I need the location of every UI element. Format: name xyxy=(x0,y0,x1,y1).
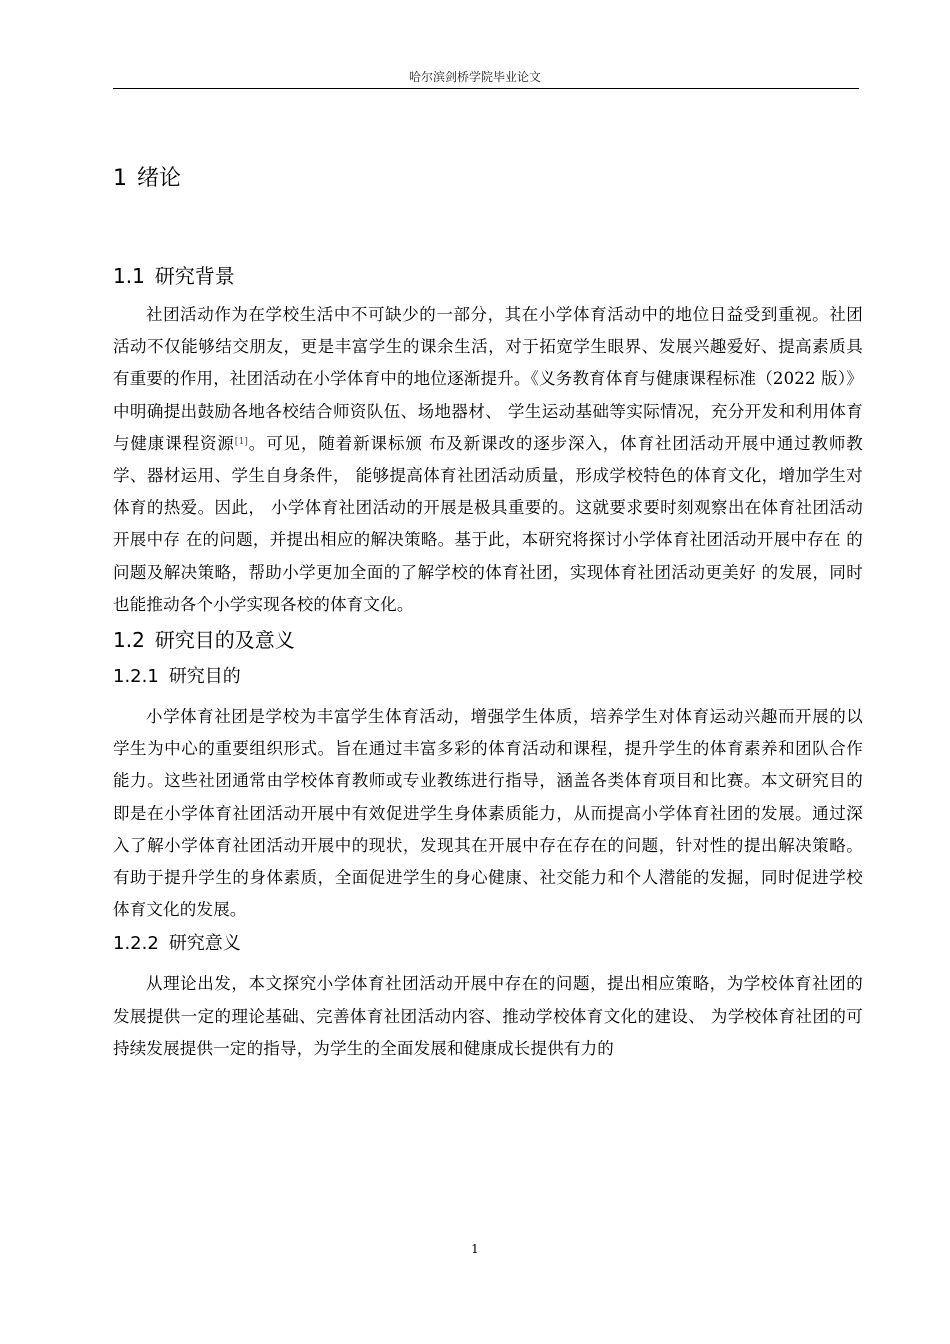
chapter-number: 1 xyxy=(113,166,127,191)
subsection-heading-1-2-1 xyxy=(113,663,863,691)
significance-paragraph: 从理论出发，本文探究小学体育社团活动开展中存在的问题，提出相应策略，为学校体育社团的发展提供一定的理论基础、完善体育社团活动内容、推动学校体育文化的建设、 为学校体育社团的可持续发展提供一定的指导，为学生的全面发展和健康成长提供有力的 xyxy=(113,974,863,1058)
subsection-heading-1-2-2 xyxy=(113,930,863,958)
background-paragraph xyxy=(113,299,863,621)
section-heading-1-2 xyxy=(113,625,863,655)
subsection-number: 1.2.2 xyxy=(113,933,159,955)
running-header: 哈尔滨剑桥学院毕业论文 xyxy=(408,70,541,84)
subsection-title: 研究目的 xyxy=(168,666,241,688)
chapter-heading xyxy=(113,163,863,195)
background-text-a: 社团活动作为在学校生活中不可缺少的一部分，其在小学体育活动中的地位日益受到重视。社团活动不仅能够结交朋友，更是丰富学生的课余生活，对于拓宽学生眼界、发展兴趣爱好、提高素质具有重要的作用，社团活动在小学体育中的地位逐渐提升。《义务教育体育与健康课程标准（2022 版）》中明确提出鼓励各地各校结合师资队伍、场地器材、 学生运动基础等实际情况，充分开发和利用体育与健康课程资源 xyxy=(113,305,863,453)
chapter-title: 绪论 xyxy=(137,166,182,191)
section-number: 1.2 xyxy=(113,628,145,653)
header-rule xyxy=(113,88,859,89)
section-number: 1.1 xyxy=(113,264,145,288)
subsection-title: 研究意义 xyxy=(168,933,241,955)
background-text-b: 。可见，随着新课标颁 布及新课改的逐步深入，体育社团活动开展中通过教师教学、器材运用、学生自身条件， 能够提高体育社团活动质量，形成学校特色的体育文化，增加学生对体育的热爱。因此， 小学体育社团活动的开展是极具重要的。这就要求要时刻观察出在体育社团活动开展中存 在的问题，并提出相应的解决策略。基于此，本研究将探讨小学体育社团活动开展中存在 的问题及解决策略，帮助小学更加全面的了解学校的体育社团，实现体育社团活动更美好 的发展，同时也能推动各个小学实现各校的体育文化。 xyxy=(113,433,863,614)
section-heading-1-1 xyxy=(113,261,863,291)
page-content xyxy=(113,163,863,1065)
section-title: 研究背景 xyxy=(154,264,235,288)
citation-reference[interactable]: [1] xyxy=(234,436,249,447)
page-number: 1 xyxy=(471,1242,479,1256)
section-title: 研究目的及意义 xyxy=(154,628,295,653)
subsection-number: 1.2.1 xyxy=(113,666,159,688)
purpose-paragraph: 小学体育社团是学校为丰富学生体育活动，增强学生体质，培养学生对体育运动兴趣而开展的以学生为中心的重要组织形式。旨在通过丰富多彩的体育活动和课程，提升学生的体育素养和团队合作能力。这些社团通常由学校体育教师或专业教练进行指导，涵盖各类体育项目和比赛。本文研究目的即是在小学体育社团活动开展中有效促进学生身体素质能力，从而提高小学体育社团的发展。通过深入了解小学体育社团活动开展中的现状，发现其在开展中存在存在的问题，针对性的提出解决策略。有助于提升学生的身体素质，全面促进学生的身心健康、社交能力和个人潜能的发掘，同时促进学校体育文化的发展。 xyxy=(113,707,863,920)
